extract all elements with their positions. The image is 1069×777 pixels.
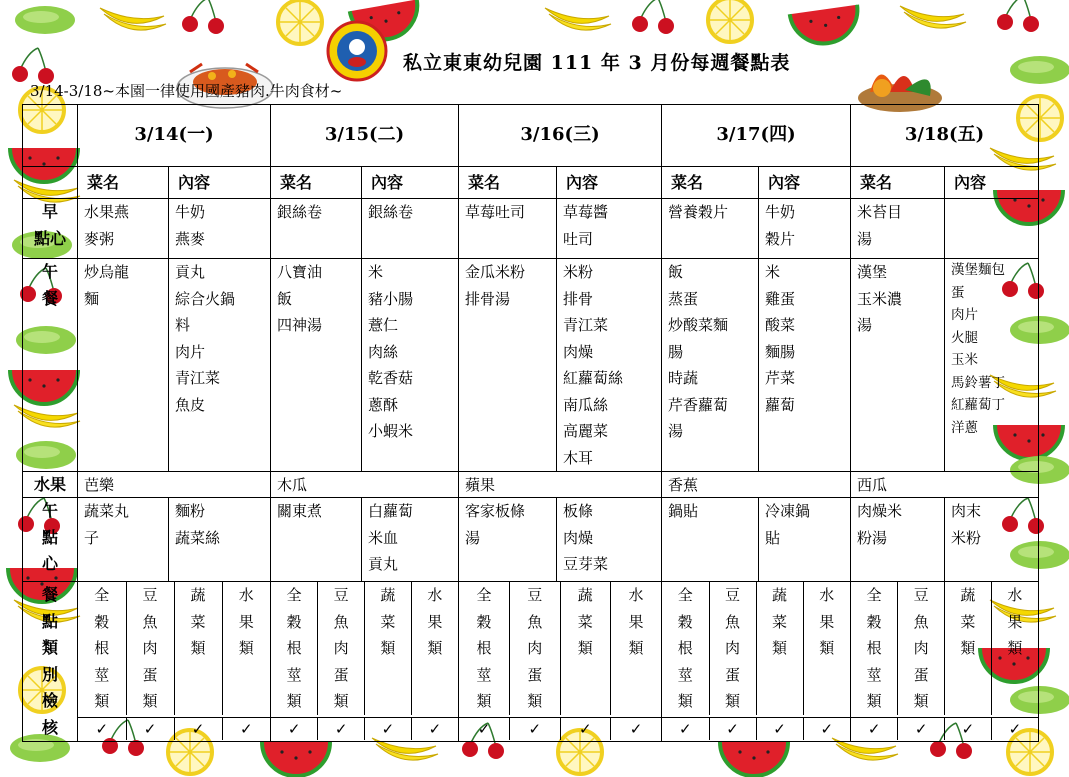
check-group xyxy=(851,718,1039,742)
day-header: 3/17(四) xyxy=(662,105,851,167)
category-vegetable: 蔬 菜 類 xyxy=(945,582,992,715)
breakfast-content xyxy=(945,199,1039,259)
fruit-cell: 西瓜 xyxy=(851,472,1039,498)
check-mark: ✓ xyxy=(756,718,803,740)
column-label-row xyxy=(23,167,1039,199)
corner-cell xyxy=(23,105,78,167)
check-mark: ✓ xyxy=(611,718,662,740)
breakfast-dish: 米苔目 湯 xyxy=(851,199,945,259)
lunch-dish: 炒烏龍 麵 xyxy=(78,259,169,472)
fruit-row xyxy=(23,472,1039,498)
check-mark: ✓ xyxy=(459,718,510,740)
fruit-cell: 蘋果 xyxy=(459,472,662,498)
category-vegetable: 蔬 菜 類 xyxy=(365,582,412,715)
lunch-content: 漢堡麵包 蛋 肉片 火腿 玉米 馬鈴薯丁 紅蘿蔔丁 洋蔥 xyxy=(945,259,1039,472)
content-label: 內容 xyxy=(362,167,459,199)
category-fruit: 水 果 類 xyxy=(222,582,270,715)
fruit-cell: 芭樂 xyxy=(78,472,271,498)
afternoon-snack-label: 午 點 心 xyxy=(23,498,78,582)
check-group xyxy=(662,718,851,742)
fruit-label: 水果 xyxy=(23,472,78,498)
breakfast-dish: 草莓吐司 xyxy=(459,199,557,259)
afternoon-snack-row xyxy=(23,498,1039,582)
page-title: 私立東東幼兒園 111 年 3 月份每週餐點表 xyxy=(403,52,791,74)
afternoon-content: 白蘿蔔 米血 貢丸 xyxy=(362,498,459,582)
breakfast-dish: 營養穀片 xyxy=(662,199,759,259)
check-mark: ✓ xyxy=(365,718,412,740)
content-label: 內容 xyxy=(557,167,662,199)
category-protein: 豆 魚 肉 蛋 類 xyxy=(142,586,158,710)
check-mark: ✓ xyxy=(726,720,739,739)
lunch-content: 米粉 排骨 青江菜 肉燥 紅蘿蔔絲 南瓜絲 高麗菜 木耳 xyxy=(557,259,662,472)
fruit-cell: 木瓜 xyxy=(271,472,459,498)
day-header: 3/18(五) xyxy=(851,105,1039,167)
check-group xyxy=(271,718,459,742)
check-mark: ✓ xyxy=(222,718,270,740)
school-logo xyxy=(326,20,388,82)
category-check-row xyxy=(23,582,1039,718)
category-group xyxy=(662,582,851,718)
category-vegetable: 蔬 菜 類 xyxy=(174,582,222,715)
afternoon-dish: 肉燥米 粉湯 xyxy=(851,498,945,582)
category-group xyxy=(271,582,459,718)
dish-label: 菜名 xyxy=(662,167,759,199)
lunch-dish: 金瓜米粉 排骨湯 xyxy=(459,259,557,472)
breakfast-content: 牛奶 穀片 xyxy=(759,199,851,259)
check-mark: ✓ xyxy=(528,720,542,739)
category-fruit: 水 果 類 xyxy=(803,582,850,715)
afternoon-dish: 鍋貼 xyxy=(662,498,759,582)
check-mark: ✓ xyxy=(560,718,611,740)
afternoon-content: 板條 肉燥 豆芽菜 xyxy=(557,498,662,582)
breakfast-dish: 水果燕 麥粥 xyxy=(78,199,169,259)
check-mark: ✓ xyxy=(662,718,709,740)
check-mark: ✓ xyxy=(945,718,992,740)
category-group xyxy=(851,582,1039,718)
afternoon-content: 肉末 米粉 xyxy=(945,498,1039,582)
content-label: 內容 xyxy=(759,167,851,199)
day-header: 3/14(一) xyxy=(78,105,271,167)
check-group xyxy=(459,718,662,742)
breakfast-label: 早 點心 xyxy=(23,199,78,259)
day-header-row xyxy=(23,105,1039,167)
category-protein: 豆 魚 肉 蛋 類 xyxy=(913,586,929,710)
lunch-row xyxy=(23,259,1039,472)
afternoon-content: 冷凍鍋 貼 xyxy=(759,498,851,582)
check-mark: ✓ xyxy=(991,718,1038,740)
category-protein: 豆 魚 肉 蛋 類 xyxy=(527,586,543,710)
breakfast-dish: 銀絲卷 xyxy=(271,199,362,259)
breakfast-content: 草莓醬 吐司 xyxy=(557,199,662,259)
breakfast-content: 牛奶 燕麥 xyxy=(169,199,271,259)
fruit-cell: 香蕉 xyxy=(662,472,851,498)
category-grain: 全 穀 根 莖 類 xyxy=(459,582,510,715)
lunch-dish: 漢堡 玉米濃 湯 xyxy=(851,259,945,472)
category-fruit: 水 果 類 xyxy=(611,582,662,715)
content-label: 內容 xyxy=(169,167,271,199)
category-vegetable: 蔬 菜 類 xyxy=(560,582,611,715)
category-grain: 全 穀 根 莖 類 xyxy=(78,582,126,715)
check-mark: ✓ xyxy=(143,720,157,739)
check-mark: ✓ xyxy=(174,718,222,740)
check-mark: ✓ xyxy=(411,718,458,740)
lunch-content: 米 豬小腸 薏仁 肉絲 乾香菇 蔥酥 小蝦米 xyxy=(362,259,459,472)
afternoon-dish: 蔬菜丸 子 xyxy=(78,498,169,582)
category-grain: 全 穀 根 莖 類 xyxy=(851,582,898,715)
afternoon-dish: 客家板條 湯 xyxy=(459,498,557,582)
category-protein: 豆 魚 肉 蛋 類 xyxy=(724,586,740,710)
content-label: 內容 xyxy=(945,167,1039,199)
category-vegetable: 蔬 菜 類 xyxy=(756,582,803,715)
category-group xyxy=(78,582,271,718)
check-mark: ✓ xyxy=(271,718,318,740)
check-mark-row xyxy=(23,718,1039,742)
dish-label: 菜名 xyxy=(459,167,557,199)
lunch-dish: 飯 蒸蛋 炒酸菜麵 腸 時蔬 芹香蘿蔔 湯 xyxy=(662,259,759,472)
check-mark: ✓ xyxy=(803,718,850,740)
category-check-label: 餐 點 類 別 檢 核 xyxy=(23,582,78,742)
day-header: 3/16(三) xyxy=(459,105,662,167)
check-mark: ✓ xyxy=(334,720,348,739)
day-header: 3/15(二) xyxy=(271,105,459,167)
lunch-content: 米 雞蛋 酸菜 麵腸 芹菜 蘿蔔 xyxy=(759,259,851,472)
category-group xyxy=(459,582,662,718)
breakfast-row xyxy=(23,199,1039,259)
category-grain: 全 穀 根 莖 類 xyxy=(271,582,318,715)
dish-label: 菜名 xyxy=(271,167,362,199)
check-mark: ✓ xyxy=(78,718,126,740)
breakfast-content: 銀絲卷 xyxy=(362,199,459,259)
check-mark: ✓ xyxy=(914,720,928,739)
lunch-label: 午 餐 xyxy=(23,259,78,472)
afternoon-dish: 關東煮 xyxy=(271,498,362,582)
lunch-content: 貢丸 綜合火鍋 料 肉片 青江菜 魚皮 xyxy=(169,259,271,472)
lunch-dish: 八寶油 飯 四神湯 xyxy=(271,259,362,472)
category-fruit: 水 果 類 xyxy=(991,582,1038,715)
category-protein: 豆 魚 肉 蛋 類 xyxy=(333,586,349,710)
page-subtitle: 3/14-3/18~本園一律使用國產豬肉.牛肉食材~ xyxy=(30,82,343,100)
weekly-menu-table xyxy=(22,104,1039,742)
afternoon-content: 麵粉 蔬菜絲 xyxy=(169,498,271,582)
category-grain: 全 穀 根 莖 類 xyxy=(662,582,709,715)
check-mark: ✓ xyxy=(851,718,898,740)
dish-label: 菜名 xyxy=(851,167,945,199)
category-fruit: 水 果 類 xyxy=(411,582,458,715)
dish-label: 菜名 xyxy=(78,167,169,199)
check-group xyxy=(78,718,271,742)
